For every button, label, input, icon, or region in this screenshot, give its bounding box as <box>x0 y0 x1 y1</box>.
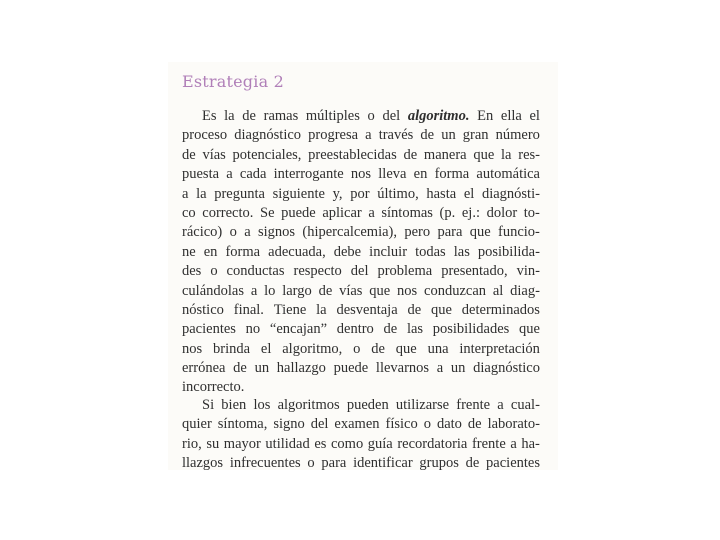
word: lleva <box>378 166 407 183</box>
word: o <box>307 455 315 472</box>
word: cada <box>239 166 267 183</box>
word: de <box>403 146 418 163</box>
paragraph-1 <box>182 107 540 398</box>
word: desventaja <box>336 301 398 318</box>
word: signo <box>273 416 305 433</box>
text-line <box>182 146 540 165</box>
text-line <box>182 396 540 415</box>
word: o <box>367 108 375 124</box>
word: rio, <box>182 435 202 452</box>
word: incorrecto. <box>182 379 245 396</box>
word: las <box>453 243 470 260</box>
word: múltiples <box>305 108 360 124</box>
word: presentado, <box>441 263 508 280</box>
word: a <box>365 127 372 144</box>
word: puede <box>281 204 316 221</box>
word: dato <box>436 416 462 433</box>
word: respecto <box>293 263 342 280</box>
word: Se <box>260 204 275 221</box>
word: diag- <box>510 282 540 299</box>
word: todas <box>415 243 446 260</box>
word: nos <box>182 340 203 357</box>
word: el <box>463 185 475 202</box>
text-line <box>182 359 540 378</box>
word: vías <box>339 282 363 299</box>
word: culándolas <box>182 282 245 299</box>
word: algoritmo, <box>282 340 343 357</box>
word: pero <box>404 224 431 241</box>
word: des <box>182 263 202 280</box>
word: a <box>244 224 251 241</box>
word: (p. <box>439 204 456 221</box>
word: utilidad <box>265 435 310 452</box>
word: la <box>501 146 512 163</box>
word: debe <box>333 243 362 260</box>
word: de <box>233 360 247 377</box>
word: que <box>473 146 495 163</box>
word: puede <box>333 360 369 377</box>
word: interrogante <box>273 166 344 183</box>
word: de <box>182 146 196 163</box>
word: to- <box>523 204 540 221</box>
word: ej.: <box>461 204 480 221</box>
word: signos <box>257 224 296 241</box>
word: problema <box>377 263 433 280</box>
word: nóstico <box>182 301 224 318</box>
word: Si <box>202 397 215 413</box>
word: gran <box>462 127 489 144</box>
word: de <box>420 127 435 144</box>
word: rácico) <box>182 224 223 241</box>
word: de <box>407 301 422 318</box>
word: que <box>519 321 540 338</box>
word: automática <box>476 166 540 183</box>
word: mayor <box>223 435 261 452</box>
word: de <box>465 455 480 472</box>
word: los <box>253 397 271 413</box>
paragraph-2 <box>182 396 540 474</box>
text-line <box>182 435 540 454</box>
word: no <box>245 321 261 338</box>
word: quier <box>182 416 212 433</box>
word: ha- <box>521 435 540 452</box>
word: físico <box>385 416 418 433</box>
word: dentro <box>336 321 374 338</box>
word: pacientes <box>486 455 540 472</box>
word: la <box>224 108 235 124</box>
word: del <box>350 263 369 280</box>
word: en <box>203 243 218 260</box>
word: un <box>441 127 456 144</box>
word: posibilidades <box>432 321 510 338</box>
word: determinados <box>461 301 540 318</box>
word: de <box>383 321 398 338</box>
text-line <box>182 107 540 126</box>
word: llevarnos <box>375 360 430 377</box>
text-line <box>182 243 540 262</box>
word: a <box>368 204 375 221</box>
word: adecuada, <box>268 243 326 260</box>
word: Es <box>202 108 217 124</box>
text-line <box>182 301 540 320</box>
word: o <box>229 224 237 241</box>
word: diagnósti- <box>481 185 540 202</box>
word: a <box>510 435 517 452</box>
word: aplicar <box>322 204 362 221</box>
word: largo <box>282 282 312 299</box>
word: para <box>437 224 463 241</box>
word: diagnóstico <box>234 127 302 144</box>
word: diagnóstico <box>473 360 540 377</box>
word: través <box>378 127 414 144</box>
word: lo <box>264 282 276 299</box>
word: en <box>413 166 428 183</box>
word: pueden <box>346 397 389 413</box>
word: es <box>314 435 327 452</box>
word: ramas <box>263 108 299 124</box>
word: del <box>382 108 401 124</box>
text-line <box>182 320 540 339</box>
word: frente <box>456 397 491 413</box>
word: potenciales, <box>232 146 302 163</box>
word: examen <box>334 416 380 433</box>
word: a <box>436 360 444 377</box>
word: de <box>467 416 482 433</box>
word: vías <box>202 146 226 163</box>
text-line <box>182 223 540 242</box>
word: a <box>250 282 258 299</box>
word: brinda <box>213 340 251 357</box>
word: guía <box>367 435 393 452</box>
word <box>408 107 470 126</box>
word: o <box>353 340 361 357</box>
emphasized-word: algoritmo. <box>407 108 470 124</box>
text-line <box>182 262 540 281</box>
word: del <box>310 416 329 433</box>
word: recordatoria <box>397 435 468 452</box>
word: hasta <box>426 185 457 202</box>
word: a <box>497 397 504 413</box>
word: pregunta <box>214 185 265 202</box>
word: que <box>469 224 491 241</box>
word: nos <box>350 166 372 183</box>
word: grupos <box>419 455 459 472</box>
word: puesta <box>182 166 220 183</box>
text-line <box>182 378 540 397</box>
word: la <box>316 301 327 318</box>
word: su <box>206 435 220 452</box>
word: de <box>318 282 333 299</box>
word: manera <box>423 146 467 163</box>
word: a <box>226 166 233 183</box>
word: como <box>330 435 364 452</box>
word: conductas <box>226 263 285 280</box>
word: proceso <box>182 127 228 144</box>
word: pacientes <box>182 321 236 338</box>
word: utilizarse <box>395 397 450 413</box>
word: las <box>406 321 424 338</box>
text-line <box>182 185 540 204</box>
word: el <box>529 108 540 124</box>
word: nos <box>397 282 418 299</box>
section-heading: Estrategia 2 <box>182 72 284 91</box>
word: o <box>423 416 431 433</box>
word: para <box>321 455 347 472</box>
word: incluir <box>369 243 408 260</box>
word: el <box>260 340 272 357</box>
word: o <box>210 263 218 280</box>
word: un <box>254 360 270 377</box>
word: funcio- <box>498 224 540 241</box>
word: correcto. <box>202 204 254 221</box>
text-line <box>182 340 540 359</box>
word: laborato- <box>487 416 540 433</box>
word: a <box>182 185 189 202</box>
word: co <box>182 204 196 221</box>
word: síntomas <box>381 204 433 221</box>
word: conduzcan <box>424 282 487 299</box>
word: hallazgo <box>276 360 326 377</box>
word: la <box>196 185 207 202</box>
word: identificar <box>353 455 413 472</box>
word: progresa <box>308 127 359 144</box>
word: un <box>450 360 466 377</box>
word: forma <box>434 166 470 183</box>
word: vin- <box>516 263 540 280</box>
word: que <box>395 340 417 357</box>
word: cual- <box>510 397 540 413</box>
word: y, <box>332 185 343 202</box>
word: Tiene <box>273 301 307 318</box>
word: último, <box>377 185 419 202</box>
text-line <box>182 282 540 301</box>
word: de <box>242 108 256 124</box>
word: síntoma, <box>217 416 268 433</box>
word: algoritmos <box>277 397 340 413</box>
text-line <box>182 454 540 473</box>
word: posibilida- <box>477 243 540 260</box>
word: errónea <box>182 360 226 377</box>
word: una <box>427 340 449 357</box>
text-line <box>182 126 540 145</box>
word: por <box>350 185 370 202</box>
text-line <box>182 415 540 434</box>
word: llazgos <box>182 455 224 472</box>
word: infrecuentes <box>229 455 301 472</box>
word: “encajan” <box>269 321 328 338</box>
word: de <box>371 340 385 357</box>
word: En <box>477 108 494 124</box>
word: bien <box>221 397 247 413</box>
word: res- <box>518 146 540 163</box>
word: dolor <box>486 204 518 221</box>
word: interpretación <box>459 340 540 357</box>
word: que <box>369 282 391 299</box>
word: final. <box>233 301 264 318</box>
word: que <box>431 301 452 318</box>
word: siguiente <box>272 185 325 202</box>
text-line <box>182 165 540 184</box>
word: preestablecidas <box>308 146 397 163</box>
word: frente <box>471 435 506 452</box>
word: al <box>492 282 504 299</box>
word: ella <box>500 108 522 124</box>
word: número <box>495 127 540 144</box>
word: forma <box>225 243 261 260</box>
text-line <box>182 204 540 223</box>
word: (hipercalcemia), <box>302 224 397 241</box>
word: ne <box>182 243 196 260</box>
